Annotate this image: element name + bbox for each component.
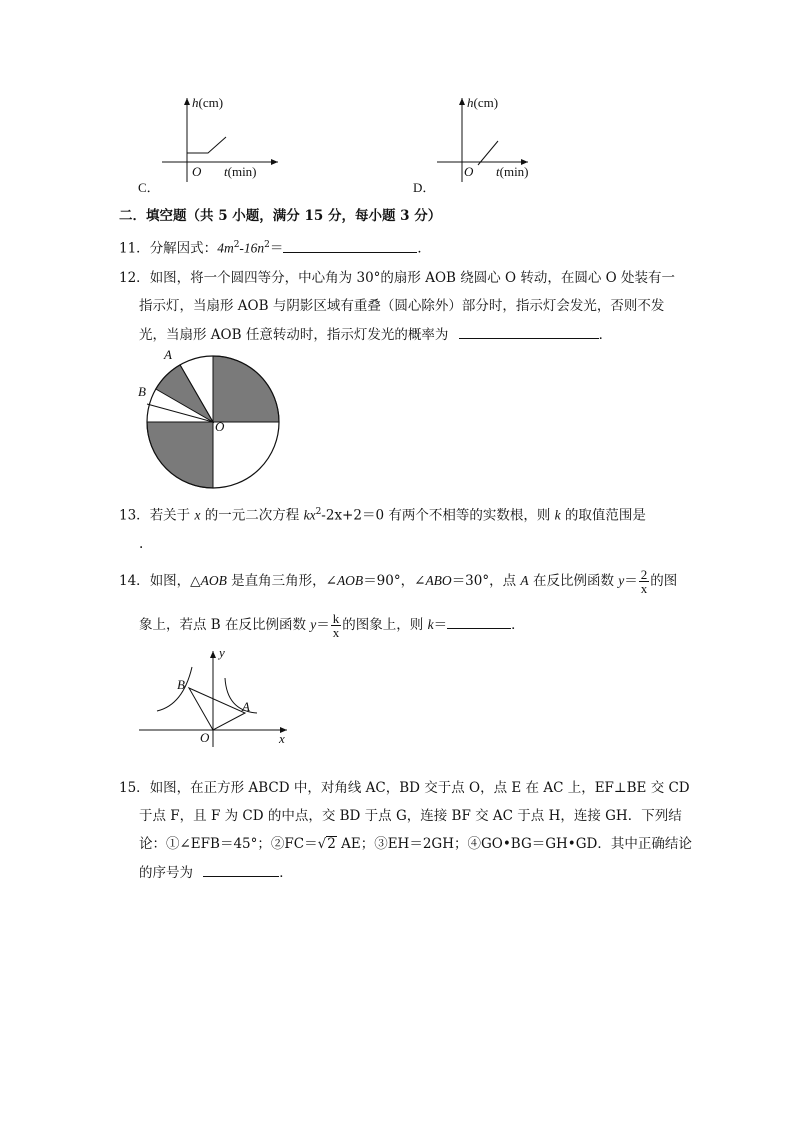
graph-c-curve [187, 137, 226, 153]
graph-d-h-label: h(cm) [467, 95, 499, 110]
q13-number: 13． [119, 507, 150, 524]
q15-answer-blank[interactable] [203, 863, 279, 877]
shaded-quadrant-top-right [213, 356, 279, 422]
graph-c-origin: O [192, 164, 202, 179]
graph-d-curve [478, 141, 498, 165]
q12-label-o: O [215, 419, 225, 434]
graph-c [130, 90, 310, 199]
shaded-quadrant-bottom-left [147, 422, 213, 488]
q11-text: 分解因式： [149, 240, 218, 257]
q13-line2: . [139, 536, 144, 552]
q15-line1: 如图，在正方形 ABCD 中，对角线 AC，BD 交于点 O，点 E 在 AC 上，EF⊥BE 交 CD [149, 780, 690, 796]
graph-c-h-label: h(cm) [192, 95, 224, 110]
q15-line2: 于点 F，且 F 为 CD 的中点，交 BD 于点 G，连接 BF 交 AC 于点 H，连接 GH．下列结 [139, 808, 682, 824]
q15-number: 15． [119, 780, 150, 796]
question-15 [119, 779, 690, 797]
q15-line4-wrap: 的序号为 ． [139, 865, 293, 881]
question-11: 11．分解因式：$4m^2-16n^2=$ ． [119, 240, 431, 257]
q12-line1: 如图，将一个圆四等分，中心角为 30°的扇形 AOB 绕圆心 O 转动，在圆心 O 处装有一 [149, 270, 676, 286]
question-12 [119, 269, 675, 287]
graph-d [405, 90, 585, 199]
q14-label-o: O [200, 730, 210, 745]
q14-triangle-aob [189, 688, 245, 730]
q14-hyperbola-left [157, 667, 192, 711]
q15-line3: 论：①∠EFB＝45°；②FC＝√2 AE；③EH＝2GH；④GO•BG＝GH•GD．其中正确结论 [139, 836, 692, 852]
graph-d-t-label: t(min) [496, 164, 529, 179]
q14-answer-blank[interactable] [447, 615, 511, 629]
q12-line3: 光，当扇形 AOB 任意转动时，指示灯发光的概率为 [139, 327, 449, 343]
q12-label-a: A [164, 347, 172, 362]
q11-answer-blank[interactable] [283, 239, 417, 253]
section-title: 二．填空题（共 5 小题，满分 15 分，每小题 3 分） [119, 208, 442, 224]
q14-label-a: A [242, 699, 250, 714]
q12-number: 12． [119, 270, 150, 286]
q12-answer-blank[interactable] [459, 325, 599, 339]
graph-c-label: C． [138, 180, 160, 195]
q12-line2: 指示灯，当扇形 AOB 与阴影区域有重叠（圆心除外）部分时，指示灯会发光，否则不发 [139, 298, 665, 314]
question-13: 13．若关于 x 的一元二次方程 $kx^2-2x+2=0$ 有两个不相等的实数根，则 k 的取值范围是 [119, 507, 646, 524]
q12-figure [135, 345, 295, 497]
graph-c-t-label: t(min) [224, 164, 257, 179]
q14-figure [135, 645, 295, 754]
q14-graph-svg [135, 645, 295, 750]
q14-label-x: x [279, 731, 285, 746]
q14-fraction-2-over-x: $\frac{2}{x}$ [640, 567, 648, 596]
q14-line2: 象上，若点 B 在反比例函数 y＝ $\frac{k}{x}$ 的图象上，则 k＝ ． [139, 611, 525, 640]
graph-d-origin: O [464, 164, 474, 179]
q14-label-b: B [177, 677, 185, 692]
q14-hyperbola-right [225, 678, 257, 713]
question-14: 14．如图，△AOB 是直角三角形，∠AOB＝90°，∠ABO＝30°，点 A 在反比例函数 y＝ $\frac{2}{x}$ 的图 [119, 567, 678, 596]
sqrt-symbol: √ [317, 836, 327, 852]
q12-label-b: B [138, 384, 146, 399]
q14-number: 14． [119, 573, 150, 589]
graph-d-label: D． [413, 180, 436, 195]
q12-line3-wrap: 光，当扇形 AOB 任意转动时，指示灯发光的概率为 ． [139, 327, 613, 343]
q14-fraction-k-over-x: $\frac{k}{x}$ [332, 611, 340, 640]
q14-label-y: y [219, 645, 225, 660]
q11-number: 11． [119, 240, 150, 257]
q15-line4: 的序号为 [139, 865, 193, 881]
